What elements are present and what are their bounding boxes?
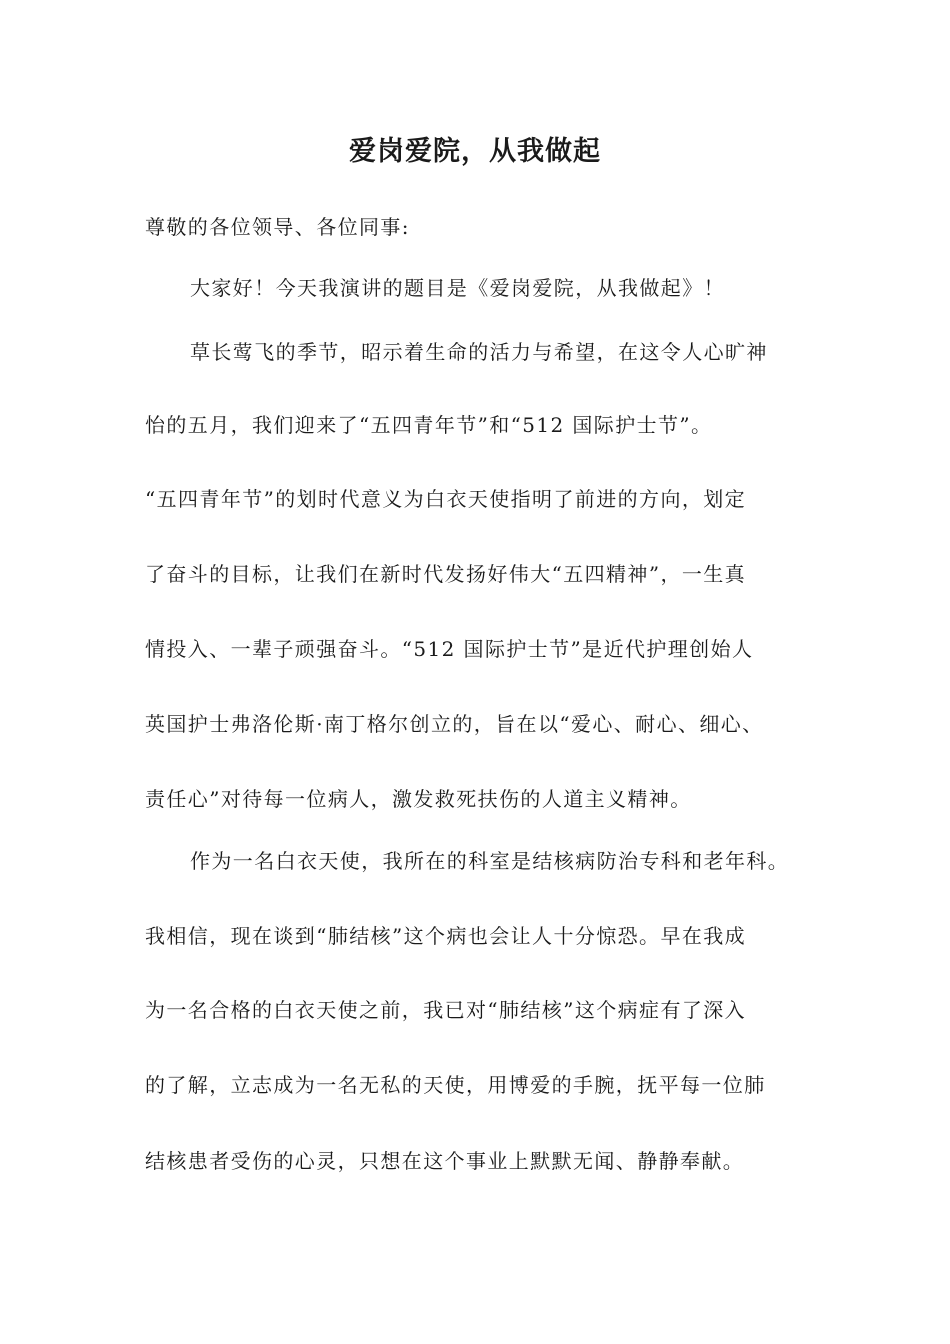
paragraph-line: 了奋斗的目标，让我们在新时代发扬好伟大“五四精神”，一生真 <box>145 562 747 586</box>
paragraph-line: 英国护士弗洛伦斯·南丁格尔创立的，旨在以“爱心、耐心、细心、 <box>145 712 764 736</box>
document-title: 爱岗爱院，从我做起 <box>349 136 601 167</box>
paragraph-line: 情投入、一辈子顽强奋斗。“512 国际护士节”是近代护理创始人 <box>145 637 754 661</box>
paragraph-line: 结核患者受伤的心灵，只想在这个事业上默默无闻、静静奉献。 <box>145 1149 745 1173</box>
paragraph-line: 责任心”对待每一位病人，激发救死扶伤的人道主义精神。 <box>145 787 692 811</box>
salutation: 尊敬的各位领导、各位同事: <box>145 215 410 239</box>
paragraph-line: 大家好！今天我演讲的题目是《爱岗爱院，从我做起》！ <box>190 276 725 300</box>
paragraph-line: 作为一名白衣天使，我所在的科室是结核病防治专科和老年科。 <box>190 849 790 873</box>
paragraph-line: 为一名合格的白衣天使之前，我已对“肺结核”这个病症有了深入 <box>145 998 747 1022</box>
paragraph-line: 的了解，立志成为一名无私的天使，用博爱的手腕，抚平每一位肺 <box>145 1073 766 1097</box>
paragraph-line: 草长莺飞的季节，昭示着生命的活力与希望，在这令人心旷神 <box>190 340 768 364</box>
paragraph-line: 我相信，现在谈到“肺结核”这个病也会让人十分惊恐。早在我成 <box>145 924 747 948</box>
paragraph-line: “五四青年节”的划时代意义为白衣天使指明了前进的方向，划定 <box>145 487 747 511</box>
paragraph-line: 怡的五月，我们迎来了“五四青年节”和“512 国际护士节”。 <box>145 413 713 437</box>
